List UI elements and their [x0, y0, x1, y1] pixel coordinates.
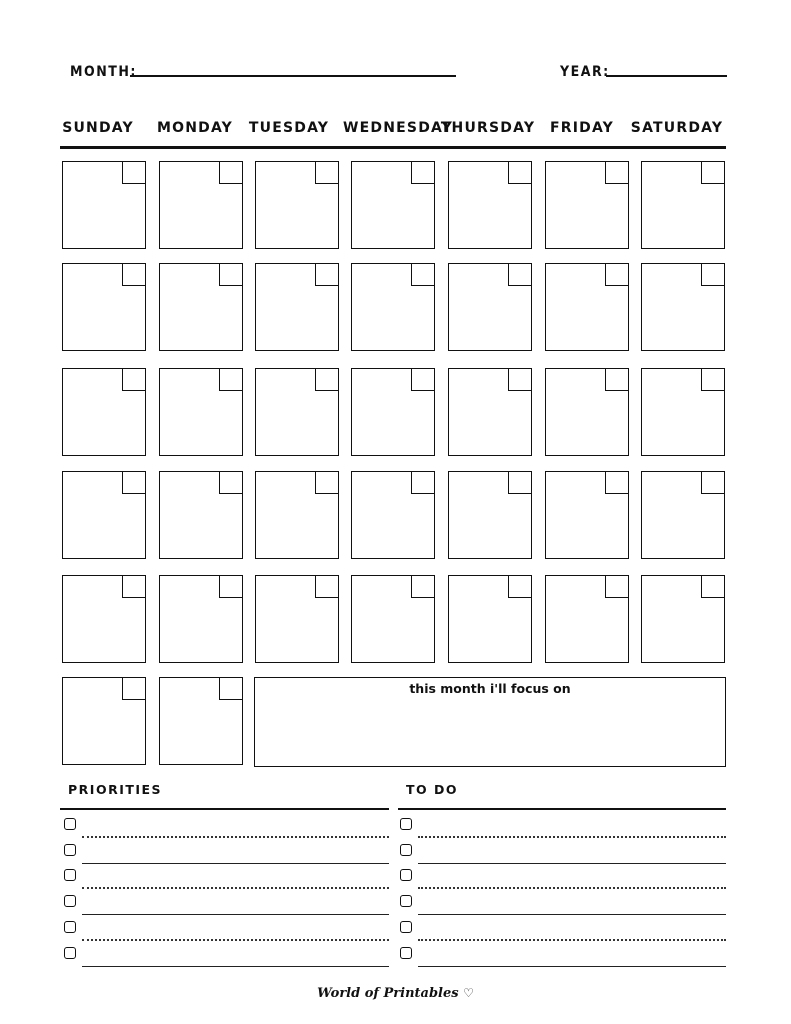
- day-cell[interactable]: [545, 471, 629, 559]
- date-corner-box[interactable]: [508, 263, 532, 286]
- checklist-row[interactable]: [60, 915, 389, 941]
- day-cell[interactable]: [448, 368, 532, 456]
- date-corner-box[interactable]: [219, 677, 243, 700]
- weekday-wednesday: WEDNESDAY: [343, 120, 454, 136]
- day-cell[interactable]: [545, 263, 629, 351]
- day-cell[interactable]: [351, 161, 435, 249]
- day-cell[interactable]: [448, 263, 532, 351]
- weekday-saturday: SATURDAY: [630, 120, 724, 136]
- brand-logo: [0, 986, 791, 1001]
- day-cell[interactable]: [159, 677, 243, 765]
- date-corner-box[interactable]: [605, 471, 629, 494]
- day-cell[interactable]: [351, 575, 435, 663]
- date-corner-box[interactable]: [411, 263, 435, 286]
- priorities-label: PRIORITIES: [68, 782, 163, 797]
- day-cell[interactable]: [641, 368, 725, 456]
- checkbox-icon[interactable]: [64, 947, 76, 959]
- day-cell[interactable]: [641, 471, 725, 559]
- date-corner-box[interactable]: [219, 263, 243, 286]
- day-cell[interactable]: [62, 575, 146, 663]
- day-cell[interactable]: [641, 161, 725, 249]
- checklist-row[interactable]: [60, 863, 389, 889]
- day-cell[interactable]: [448, 575, 532, 663]
- date-corner-box[interactable]: [508, 368, 532, 391]
- weekday-tuesday: TUESDAY: [248, 120, 330, 136]
- day-cell[interactable]: [545, 575, 629, 663]
- day-cell[interactable]: [255, 575, 339, 663]
- day-cell[interactable]: [159, 368, 243, 456]
- todo-label: TO DO: [406, 782, 459, 797]
- date-corner-box[interactable]: [605, 368, 629, 391]
- date-corner-box[interactable]: [122, 471, 146, 494]
- date-corner-box[interactable]: [508, 471, 532, 494]
- checklist-row[interactable]: [396, 889, 726, 915]
- checkbox-icon[interactable]: [64, 818, 76, 830]
- day-cell[interactable]: [641, 263, 725, 351]
- checkbox-icon[interactable]: [400, 844, 412, 856]
- date-corner-box[interactable]: [411, 161, 435, 184]
- date-corner-box[interactable]: [605, 575, 629, 598]
- date-corner-box[interactable]: [219, 471, 243, 494]
- checkbox-icon[interactable]: [400, 895, 412, 907]
- write-line: [418, 966, 726, 967]
- date-corner-box[interactable]: [701, 575, 725, 598]
- date-corner-box[interactable]: [315, 368, 339, 391]
- priorities-rule: [60, 808, 389, 810]
- date-corner-box[interactable]: [411, 471, 435, 494]
- checkbox-icon[interactable]: [64, 844, 76, 856]
- date-corner-box[interactable]: [605, 263, 629, 286]
- day-cell[interactable]: [545, 368, 629, 456]
- checkbox-icon[interactable]: [400, 947, 412, 959]
- weekday-friday: FRIDAY: [549, 120, 614, 136]
- brand-text: World of Printables: [317, 986, 459, 1001]
- checklist-row[interactable]: [60, 812, 389, 838]
- weekday-rule: [60, 146, 726, 149]
- month-line: [130, 75, 456, 77]
- focus-box[interactable]: [254, 677, 726, 767]
- day-cell[interactable]: [159, 263, 243, 351]
- checklist-row[interactable]: [396, 838, 726, 864]
- year-label: YEAR:: [560, 64, 610, 80]
- day-cell[interactable]: [62, 263, 146, 351]
- day-cell[interactable]: [255, 263, 339, 351]
- date-corner-box[interactable]: [605, 161, 629, 184]
- checkbox-icon[interactable]: [64, 895, 76, 907]
- date-corner-box[interactable]: [219, 575, 243, 598]
- day-cell[interactable]: [255, 368, 339, 456]
- date-corner-box[interactable]: [701, 471, 725, 494]
- date-corner-box[interactable]: [122, 575, 146, 598]
- day-cell[interactable]: [448, 161, 532, 249]
- checkbox-icon[interactable]: [64, 869, 76, 881]
- checklist-row[interactable]: [396, 941, 726, 967]
- date-corner-box[interactable]: [122, 263, 146, 286]
- date-corner-box[interactable]: [315, 471, 339, 494]
- date-corner-box[interactable]: [219, 161, 243, 184]
- checklist-row[interactable]: [396, 915, 726, 941]
- date-corner-box[interactable]: [508, 161, 532, 184]
- checklist-row[interactable]: [60, 941, 389, 967]
- date-corner-box[interactable]: [411, 368, 435, 391]
- day-cell[interactable]: [159, 471, 243, 559]
- day-cell[interactable]: [62, 368, 146, 456]
- date-corner-box[interactable]: [122, 161, 146, 184]
- day-cell[interactable]: [351, 471, 435, 559]
- date-corner-box[interactable]: [219, 368, 243, 391]
- checkbox-icon[interactable]: [400, 921, 412, 933]
- checkbox-icon[interactable]: [400, 869, 412, 881]
- date-corner-box[interactable]: [122, 677, 146, 700]
- day-cell[interactable]: [641, 575, 725, 663]
- date-corner-box[interactable]: [315, 161, 339, 184]
- date-corner-box[interactable]: [315, 263, 339, 286]
- day-cell[interactable]: [255, 161, 339, 249]
- month-label: MONTH:: [70, 64, 137, 80]
- date-corner-box[interactable]: [315, 575, 339, 598]
- checklist-row[interactable]: [60, 838, 389, 864]
- checklist-row[interactable]: [396, 812, 726, 838]
- date-corner-box[interactable]: [701, 263, 725, 286]
- date-corner-box[interactable]: [411, 575, 435, 598]
- date-corner-box[interactable]: [508, 575, 532, 598]
- checklist-row[interactable]: [396, 863, 726, 889]
- checkbox-icon[interactable]: [400, 818, 412, 830]
- date-corner-box[interactable]: [701, 161, 725, 184]
- day-cell[interactable]: [351, 368, 435, 456]
- day-cell[interactable]: [159, 161, 243, 249]
- checkbox-icon[interactable]: [64, 921, 76, 933]
- year-line: [606, 75, 727, 77]
- focus-label: this month i'll focus on: [409, 681, 571, 696]
- day-cell[interactable]: [159, 575, 243, 663]
- date-corner-box[interactable]: [122, 368, 146, 391]
- day-cell[interactable]: [255, 471, 339, 559]
- heart-icon: ♡: [463, 986, 474, 1000]
- write-line: [82, 966, 389, 967]
- checklist-row[interactable]: [60, 889, 389, 915]
- todo-rule: [398, 808, 726, 810]
- day-cell[interactable]: [351, 263, 435, 351]
- day-cell[interactable]: [62, 471, 146, 559]
- day-cell[interactable]: [62, 677, 146, 765]
- day-cell[interactable]: [545, 161, 629, 249]
- weekday-sunday: SUNDAY: [62, 120, 134, 136]
- weekday-thursday: THURSDAY: [440, 120, 536, 136]
- day-cell[interactable]: [448, 471, 532, 559]
- weekday-monday: MONDAY: [156, 120, 233, 136]
- day-cell[interactable]: [62, 161, 146, 249]
- date-corner-box[interactable]: [701, 368, 725, 391]
